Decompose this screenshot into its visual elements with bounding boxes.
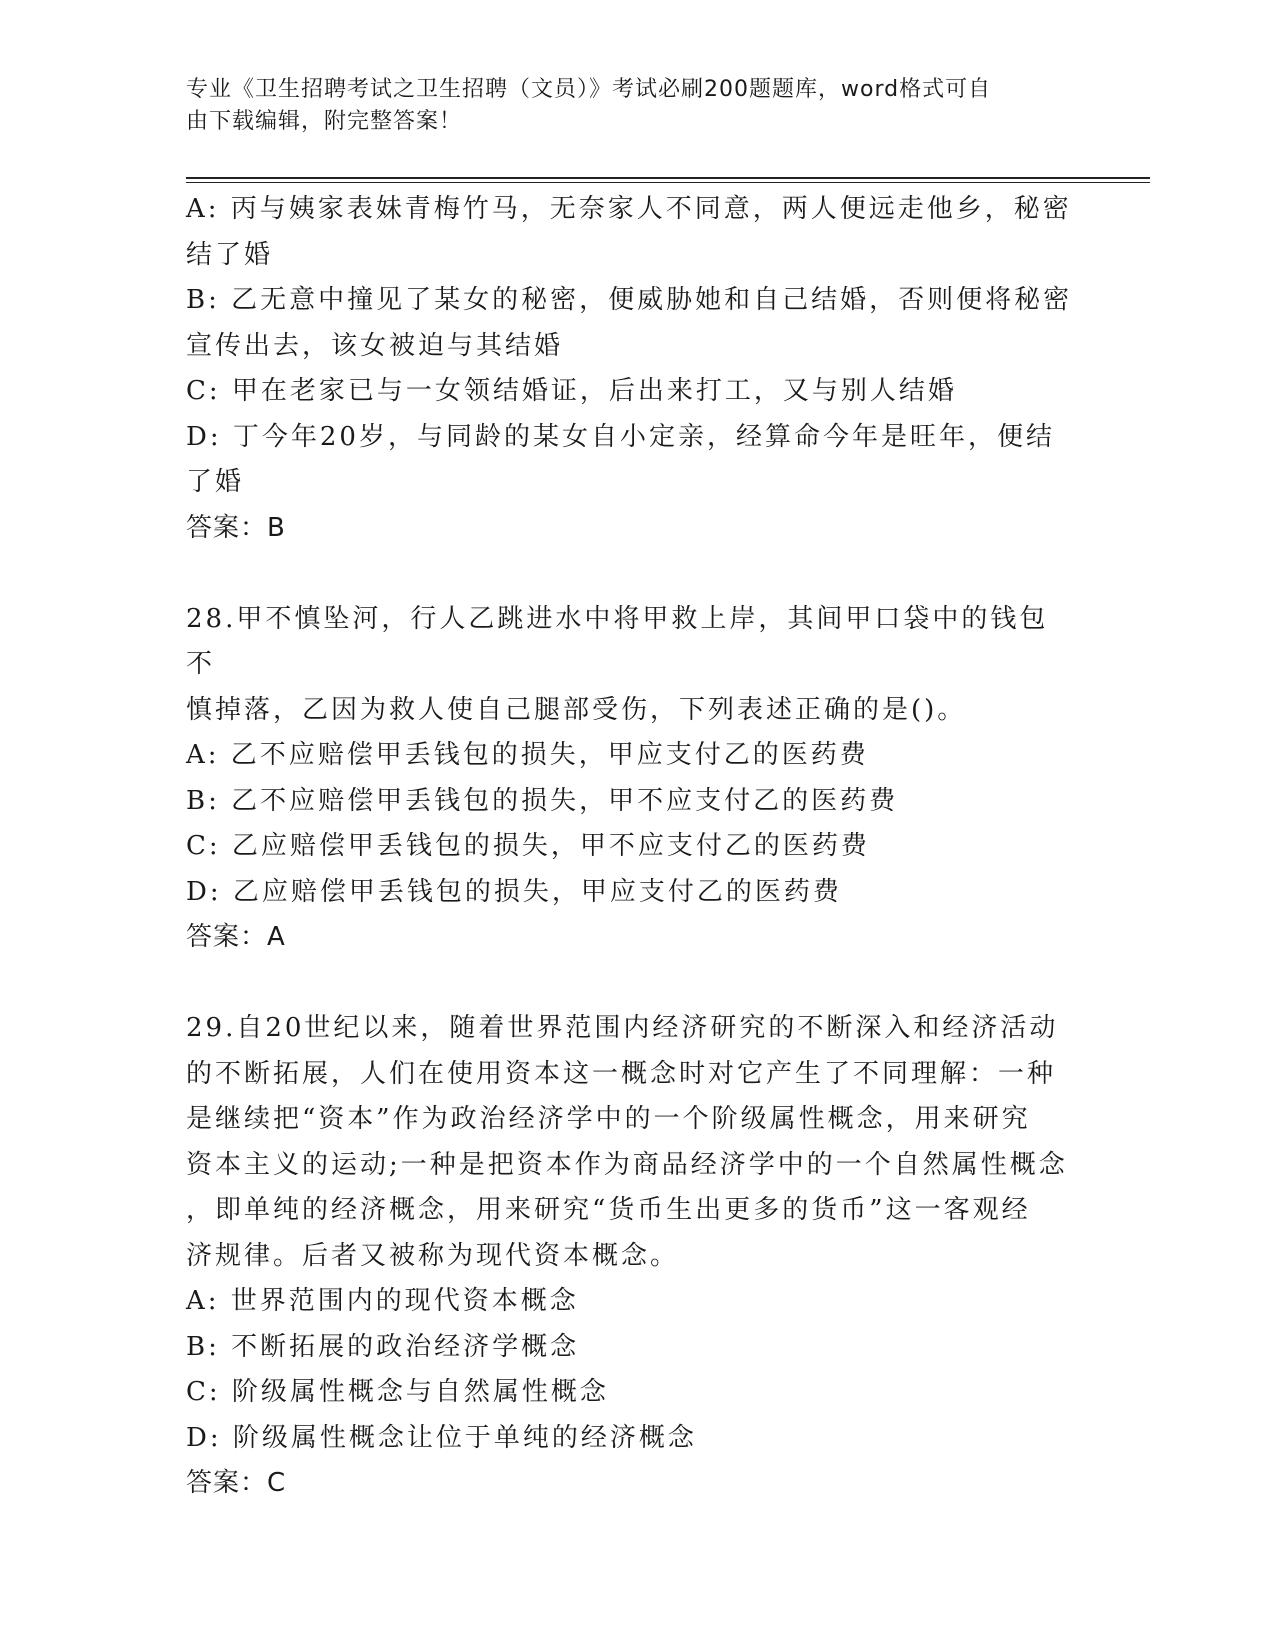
q29-option-b: B: 不断拓展的政治经济学概念 bbox=[186, 1331, 580, 1362]
q29-stem-line-2: 的不断拓展，人们在使用资本这一概念时对它产生了不同理解：一种 bbox=[186, 1058, 1057, 1089]
header-line-2: 由下载编辑，附完整答案！ bbox=[186, 109, 463, 134]
q28-option-b: B: 乙不应赔偿甲丢钱包的损失，甲不应支付乙的医药费 bbox=[186, 785, 899, 816]
q27-option-c: C: 甲在老家已与一女领结婚证，后出来打工，又与别人结婚 bbox=[186, 376, 957, 406]
header-divider-thin bbox=[186, 182, 1150, 183]
q27-option-d-line-2: 了婚 bbox=[186, 467, 245, 497]
q27-option-b-line-1: B: 乙无意中撞见了某女的秘密，便威胁她和自己结婚，否则便将秘密 bbox=[186, 285, 1073, 315]
header-divider-thick bbox=[186, 177, 1150, 179]
q28-option-a: A: 乙不应赔偿甲丢钱包的损失，甲应支付乙的医药费 bbox=[186, 740, 869, 770]
q28-answer: 答案：A bbox=[186, 922, 286, 952]
q29-stem-line-5: ，即单纯的经济概念，用来研究“货币生出更多的货币”这一客观经 bbox=[186, 1195, 1031, 1225]
q29-option-d: D: 阶级属性概念让位于单纯的经济概念 bbox=[186, 1422, 697, 1453]
q28-stem-line-1: 28.甲不慎坠河，行人乙跳进水中将甲救上岸，其间甲口袋中的钱包不 bbox=[186, 603, 1049, 679]
q29-stem-line-3: 是继续把“资本”作为政治经济学中的一个阶级属性概念，用来研究 bbox=[186, 1104, 1031, 1134]
question-29 bbox=[186, 1006, 1076, 1507]
q29-stem-line-6: 济规律。后者又被称为现代资本概念。 bbox=[186, 1240, 680, 1271]
document-header bbox=[186, 74, 1066, 138]
q29-option-c: C: 阶级属性概念与自然属性概念 bbox=[186, 1377, 609, 1407]
q28-option-c: C: 乙应赔偿甲丢钱包的损失，甲不应支付乙的医药费 bbox=[186, 831, 870, 861]
q27-option-d-line-1: D: 丁今年20岁，与同龄的某女自小定亲，经算命今年是旺年，便结 bbox=[186, 421, 1055, 452]
q27-option-a-line-2: 结了婚 bbox=[186, 239, 274, 270]
spacer bbox=[186, 551, 1076, 597]
q28-stem-line-2: 慎掉落，乙因为救人使自己腿部受伤，下列表述正确的是()。 bbox=[186, 694, 967, 725]
q29-answer: 答案：C bbox=[186, 1468, 287, 1498]
document-body bbox=[186, 187, 1076, 1507]
q27-answer: 答案：B bbox=[186, 512, 286, 543]
q27-option-a-line-1: A: 丙与姨家表妹青梅竹马，无奈家人不同意，两人便远走他乡，秘密 bbox=[186, 194, 1072, 224]
header-line-1: 专业《卫生招聘考试之卫生招聘（文员）》考试必刷200题题库，word格式可自 bbox=[186, 77, 992, 102]
spacer bbox=[186, 961, 1076, 1007]
q29-stem-line-4: 资本主义的运动;一种是把资本作为商品经济学中的一个自然属性概念 bbox=[186, 1149, 1068, 1180]
q28-option-d: D: 乙应赔偿甲丢钱包的损失，甲应支付乙的医药费 bbox=[186, 876, 842, 907]
q27-option-b-line-2: 宣传出去，该女被迫与其结婚 bbox=[186, 330, 564, 361]
q29-option-a: A: 世界范围内的现代资本概念 bbox=[186, 1286, 579, 1316]
question-27 bbox=[186, 187, 1076, 551]
q29-stem-line-1: 29.自20世纪以来，随着世界范围内经济研究的不断深入和经济活动 bbox=[186, 1013, 1059, 1043]
question-28 bbox=[186, 597, 1076, 961]
